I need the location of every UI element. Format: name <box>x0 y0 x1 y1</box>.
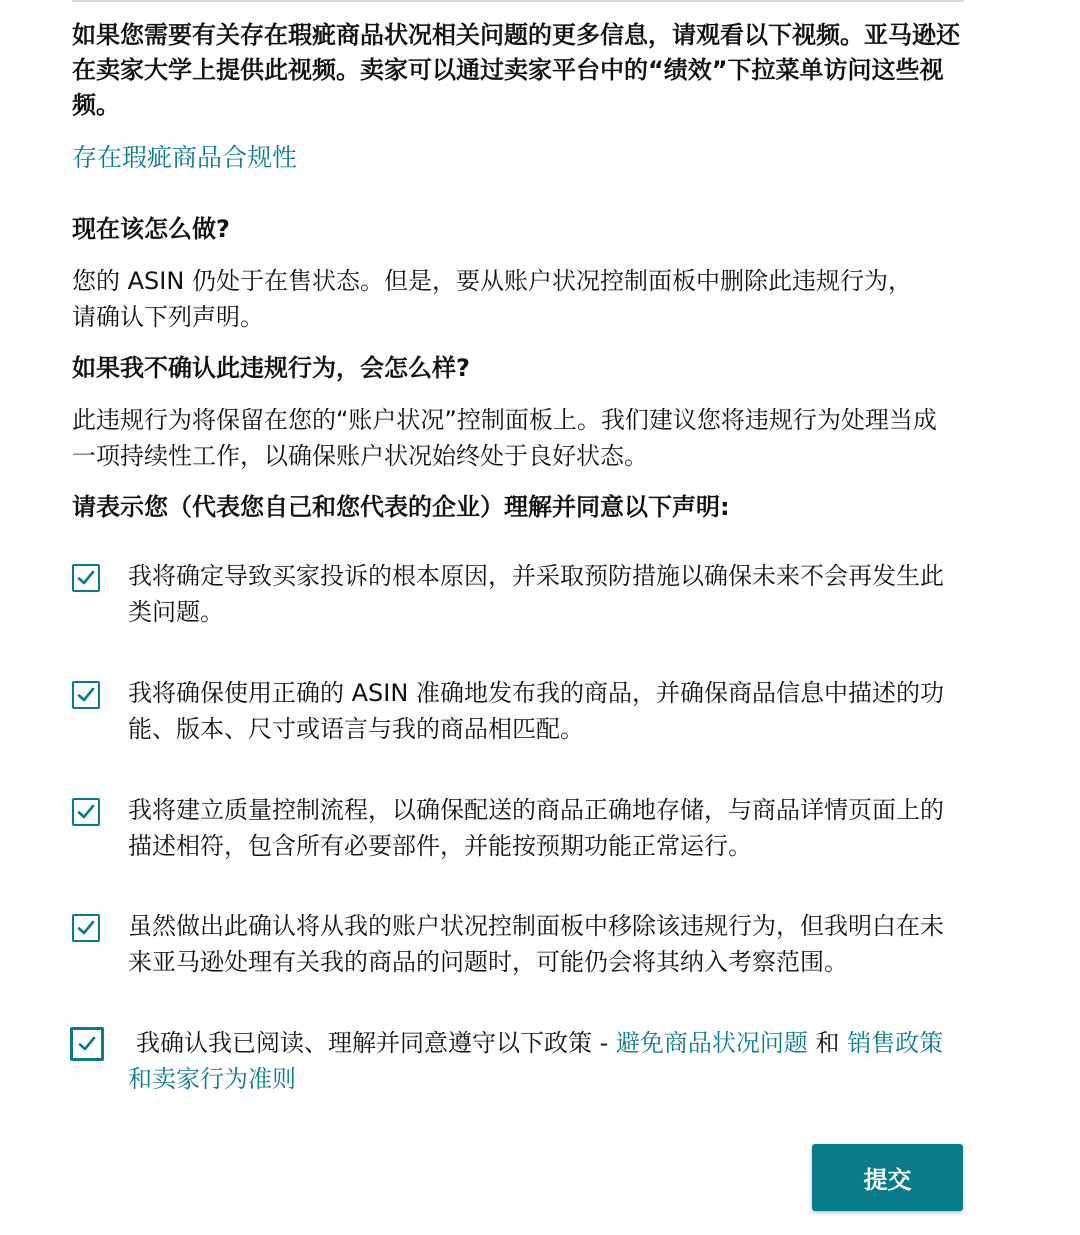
if-not-body: 此违规行为将保留在您的“账户状况”控制面板上。我们建议您将违规行为处理当成一项持续性工作，以确保账户状况始终处于良好状态。 <box>72 406 937 470</box>
if-not-heading: 如果我不确认此违规行为，会怎么样? <box>72 354 470 382</box>
condition-policy-link[interactable]: 避免商品状况问题 <box>615 1029 808 1057</box>
statement-checkbox[interactable] <box>72 564 100 592</box>
statement-text: 我将确定导致买家投诉的根本原因，并采取预防措施以确保未来不会再发生此类问题。 <box>128 562 944 626</box>
statements-heading: 请表示您（代表您自己和您代表的企业）理解并同意以下声明: <box>72 493 730 521</box>
statement-text: 我将建立质量控制流程，以确保配送的商品正确地存储，与商品详情页面上的描述相符，包含所有必要部件，并能按预期功能正常运行。 <box>128 796 944 860</box>
policy-conjunction: 和 <box>807 1029 848 1057</box>
top-divider <box>72 0 964 2</box>
statement-text: 我将确保使用正确的 ASIN 准确地发布我的商品，并确保商品信息中描述的功能、版本、尺寸或语言与我的商品相匹配。 <box>128 679 944 743</box>
checkmark-icon <box>77 569 95 587</box>
policy-prefix: 我确认我已阅读、理解并同意遵守以下政策 - <box>136 1029 616 1057</box>
policy-text <box>128 1025 964 1097</box>
submit-button[interactable]: 提交 <box>812 1144 963 1211</box>
statement-checkbox[interactable] <box>72 681 100 709</box>
intro-text: 如果您需要有关存在瑕疵商品状况相关问题的更多信息，请观看以下视频。亚马逊还在卖家大学上提供此视频。卖家可以通过卖家平台中的“绩效”下拉菜单访问这些视频。 <box>72 21 960 119</box>
statement-checkbox[interactable] <box>72 914 100 942</box>
checkmark-icon <box>77 803 95 821</box>
policy-checkbox[interactable] <box>70 1027 104 1061</box>
checkmark-icon <box>77 686 95 704</box>
statement-text: 虽然做出此确认将从我的账户状况控制面板中移除该违规行为，但我明白在未来亚马逊处理有关我的商品的问题时，可能仍会将其纳入考察范围。 <box>128 912 944 976</box>
statement-checkbox[interactable] <box>72 798 100 826</box>
what-now-body: 您的 ASIN 仍处于在售状态。但是，要从账户状况控制面板中删除此违规行为，请确认下列声明。 <box>72 267 912 331</box>
checkmark-icon <box>77 919 95 937</box>
video-link[interactable]: 存在瑕疵商品合规性 <box>72 143 298 172</box>
checkmark-icon <box>78 1035 96 1053</box>
what-now-heading: 现在该怎么做? <box>72 215 230 243</box>
seller-code-link[interactable]: 销售政策和卖家行为准则 <box>128 1029 944 1093</box>
